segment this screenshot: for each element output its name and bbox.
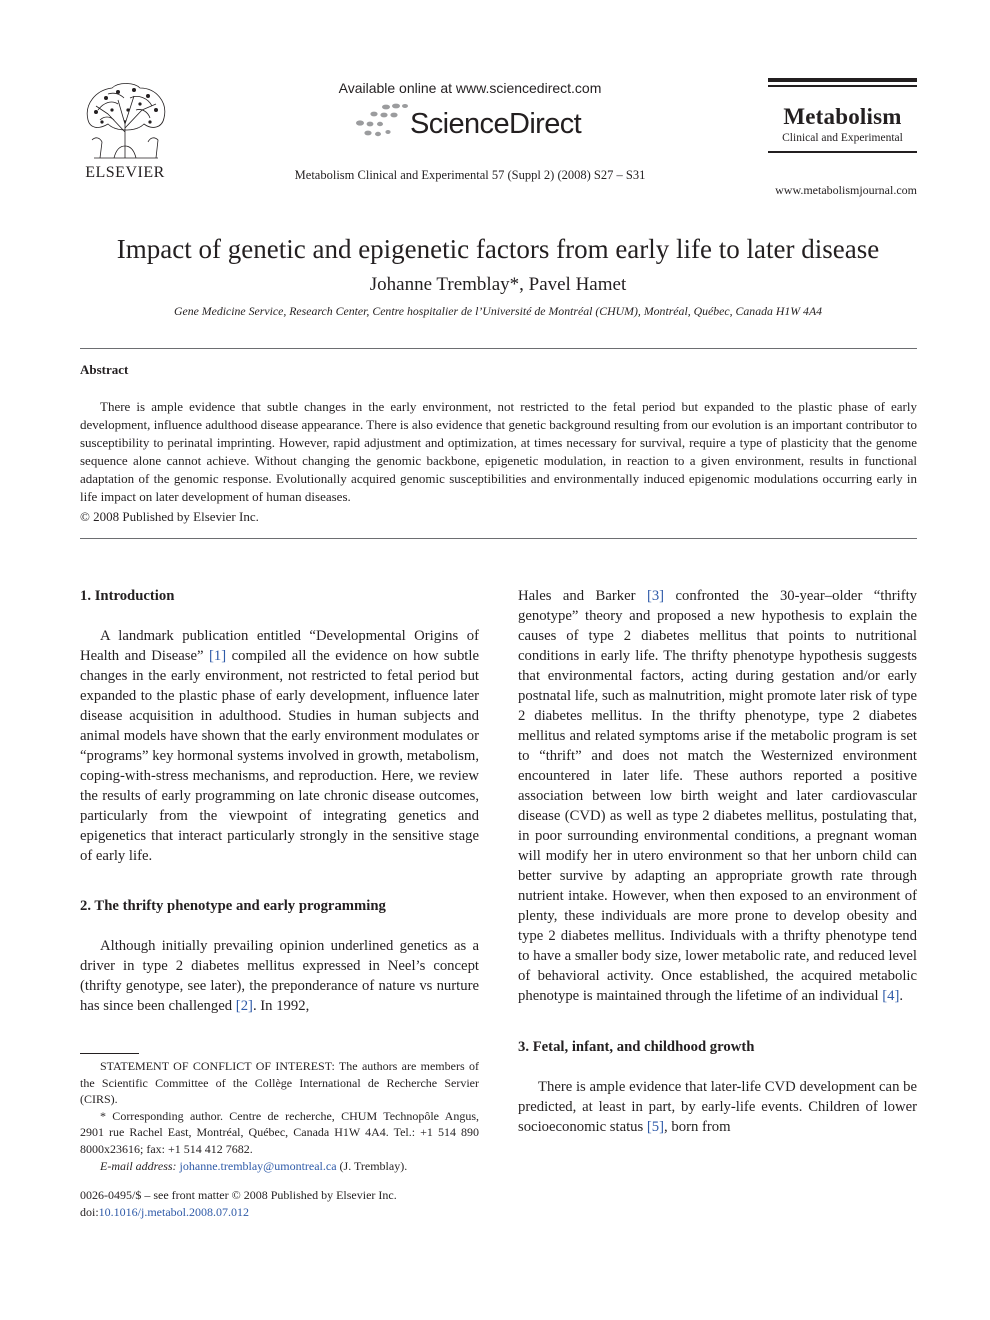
front-matter: [80, 1187, 500, 1221]
article-authors: Johanne Tremblay*, Pavel Hamet: [369, 274, 627, 295]
sciencedirect-dots-icon: [352, 102, 408, 142]
reference-link-2[interactable]: [2]: [235, 998, 253, 1014]
journal-subtitle: Clinical and Experimental: [782, 132, 903, 144]
available-online-text[interactable]: Available online at www.sciencedirect.com: [338, 80, 602, 96]
fetal-growth-paragraph: There is ample evidence that later-life CVD development can be predicted, at least in part, by early-life events. Children of lower socioeconomic status [5], born from: [518, 1079, 917, 1135]
footnote-rule: [80, 1053, 139, 1054]
reference-link-4[interactable]: [4]: [882, 988, 900, 1004]
elsevier-logo: [78, 80, 172, 182]
thrifty-paragraph-2: Hales and Barker [3] confronted the 30-year–older “thrifty genotype” theory and proposed a new hypothesis to explain the causes of type 2 diabetes mellitus that points to nutritional conditions in early life. The thrifty phenotype hypothesis suggests that environmental factors, acting during gestation and/or early postnatal life, such as malnutrition, might promote later risk of type 2 diabetes mellitus. In the thrifty phenotype, type 2 diabetes mellitus and related symptoms arise if the metabolic program is set to “thrift” and does not match the Westernized environment encountered in later life. These authors reported a positive association between low birth weight and later cardiovascular disease (CVD) as well as type 2 diabetes mellitus, postulating that, in poor surrounding environmental conditions, a pregnant woman will modify her in utero environment so that her unborn child can better survive by adapting an appropriate growth rate through nutrient intake. However, when then exposed to an environment of plenty, these individuals are more prone to develop obesity and type 2 diabetes mellitus. Individuals with a thrifty phenotype tend to have a smaller body size, lower metabolic rate, and reduced level of behavioral activity. Once established, the acquired metabolic phenotype is maintained through the lifetime of an individual [4].: [518, 588, 918, 1004]
journal-citation: Metabolism Clinical and Experimental 57 (Suppl 2) (2008) S27 – S31: [294, 168, 646, 182]
platform-name: ScienceDirect: [410, 108, 582, 140]
abstract-rule-top: [80, 348, 917, 349]
email-link[interactable]: johanne.tremblay@umontreal.ca: [179, 1158, 337, 1173]
reference-link-3[interactable]: [3]: [646, 588, 665, 604]
abstract-copyright: © 2008 Published by Elsevier Inc.: [80, 509, 259, 524]
thrifty-paragraph-1: Although initially prevailing opinion underlined genetics as a driver in type 2 diabetes mellitus expressed in Neel’s concept (thrifty genotype, see later), the preponderance of nature vs nurture has since been challenged [2]. In 1992,: [80, 938, 479, 1014]
conflict-statement: STATEMENT OF CONFLICT OF INTEREST: The authors are members of the Scientific Committee of the Collège International de Recherche Servier (CIRS).: [80, 1059, 479, 1107]
journal-url[interactable]: www.metabolismjournal.com: [775, 183, 917, 197]
right-column: [518, 586, 917, 1137]
masthead-rule-top: [768, 78, 917, 82]
article-affiliation: Gene Medicine Service, Research Center, Centre hospitalier de l’Université de Montréal (CHUM), Montréal, Québec, Canada H1W 4A4: [173, 304, 823, 318]
abstract-heading: Abstract: [80, 362, 129, 377]
article-title: Impact of genetic and epigenetic factors from early life to later disease: [116, 234, 880, 264]
abstract-rule-bottom: [80, 538, 917, 539]
abstract-text: There is ample evidence that subtle changes in the early environment, not restricted to the fetal period but expanded to the plastic phase of early development, influence adulthood disease appearance. There is also evidence that genetic background resulting from our evolution is an important contributor to susceptibility to perinatal imprinting. However, rapid adjustment and optimization, at times necessary for survival, require a type of plasticity that the genome sequence alone cannot achieve. Without changing the genomic backbone, epigenetic modulation, in reaction to a given environment, results in functional adaptation of the genomic response. Evolutionally acquired genomic susceptibilities and environmentally induced epigenomic modulations occurring early in life impact on later development of human diseases.: [80, 399, 917, 505]
doi-line: doi:10.1016/j.metabol.2008.07.012: [80, 1205, 249, 1219]
section-heading-fetal-growth: 3. Fetal, infant, and childhood growth: [518, 1039, 755, 1055]
introduction-paragraph: A landmark publication entitled “Developmental Origins of Health and Disease” [1] compiled all the evidence on how subtle changes in the early environment, not restricted to fetal period but expanded to the plastic phase of early development, influence later disease acquisition in adulthood. Studies in human subjects and animal models have shown that the early environment modulates or “programs” key hormonal systems involved in growth, metabolism, coping-with-stress mechanisms, and reproduction. Here, we review the results of early programming on late chronic disease outcomes, particularly from the viewpoint of integrating genetics and epigenetics that interact particularly strongly in the sensitive stage of early life.: [80, 628, 479, 864]
section-heading-introduction: 1. Introduction: [80, 588, 175, 604]
left-column: [80, 586, 479, 1016]
reference-link-5[interactable]: [5]: [646, 1119, 665, 1135]
issn-line: 0026-0495/$ – see front matter © 2008 Published by Elsevier Inc.: [80, 1188, 397, 1202]
doi-link[interactable]: 10.1016/j.metabol.2008.07.012: [98, 1205, 249, 1219]
abstract-body: [80, 398, 917, 507]
section-heading-thrifty-phenotype: 2. The thrifty phenotype and early programming: [80, 898, 386, 914]
reference-link-1[interactable]: [1]: [208, 648, 227, 664]
elsevier-tree-icon: [78, 80, 172, 162]
masthead-rule-top-thin: [768, 85, 917, 87]
footnotes: [80, 1058, 479, 1174]
sciencedirect-logo[interactable]: [352, 100, 592, 144]
corresponding-author: * Corresponding author. Centre de recherche, CHUM Technopôle Angus, 2901 rue Rachel East, Montréal, Québec, Canada H1W 4A4. Tel.: +1 514 890 8000x23616; fax: +1 514 412 7682.: [80, 1108, 479, 1156]
publisher-logo-text: ELSEVIER: [85, 164, 165, 181]
masthead-rule-bottom: [768, 151, 917, 153]
email-line: E-mail address: johanne.tremblay@umontreal.ca (J. Tremblay).: [100, 1158, 408, 1173]
journal-title: Metabolism: [783, 104, 902, 129]
email-label: E-mail address:: [100, 1158, 177, 1173]
journal-masthead: [768, 78, 917, 152]
